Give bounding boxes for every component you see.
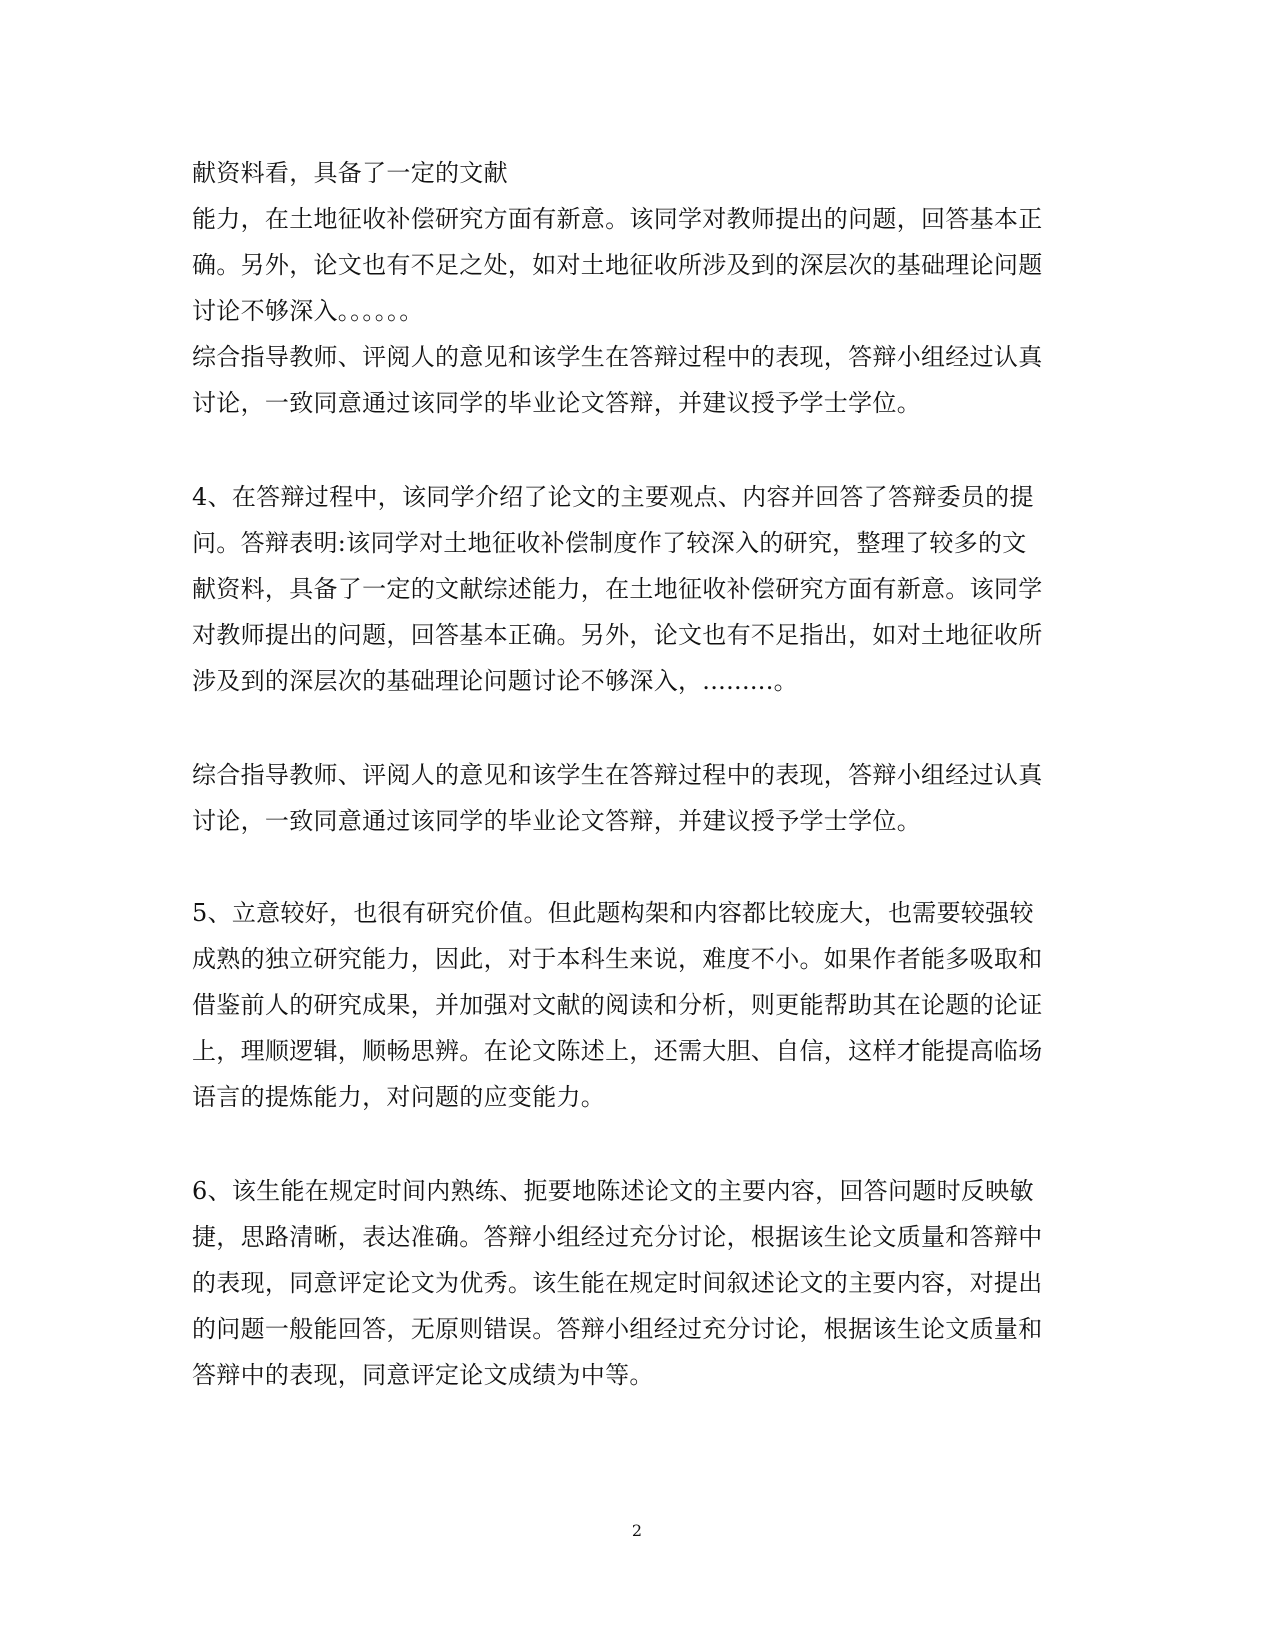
paragraph-4-line-1: 综合指导教师、评阅人的意见和该学生在答辩过程中的表现，答辩小组经过认真 bbox=[192, 761, 1043, 789]
paragraph-3-line-4: 对教师提出的问题，回答基本正确。另外，论文也有不足指出，如对土地征收所 bbox=[192, 621, 1043, 649]
paragraph-6-line-2: 捷，思路清晰，表达准确。答辩小组经过充分讨论，根据该生论文质量和答辩中 bbox=[192, 1223, 1043, 1251]
paragraph-2-line-1: 综合指导教师、评阅人的意见和该学生在答辩过程中的表现，答辩小组经过认真 bbox=[192, 343, 1043, 371]
paragraph-3-line-3: 献资料，具备了一定的文献综述能力，在土地征收补偿研究方面有新意。该同学 bbox=[192, 575, 1043, 603]
paragraph-5-line-4: 上，理顺逻辑，顺畅思辨。在论文陈述上，还需大胆、自信，这样才能提高临场 bbox=[192, 1037, 1043, 1065]
page-number: 2 bbox=[631, 1521, 643, 1540]
paragraph-5-line-5: 语言的提炼能力，对问题的应变能力。 bbox=[192, 1083, 606, 1111]
paragraph-1-line-4: 讨论不够深入。。。。。。 bbox=[192, 297, 424, 325]
paragraph-6-line-1: 6、该生能在规定时间内熟练、扼要地陈述论文的主要内容，回答问题时反映敏 bbox=[192, 1177, 1034, 1205]
paragraph-3-line-2: 问。答辩表明:该同学对土地征收补偿制度作了较深入的研究，整理了较多的文 bbox=[192, 529, 1027, 557]
paragraph-5-line-3: 借鉴前人的研究成果，并加强对文献的阅读和分析，则更能帮助其在论题的论证 bbox=[192, 991, 1043, 1019]
paragraph-1-line-3: 确。另外，论文也有不足之处，如对土地征收所涉及到的深层次的基础理论问题 bbox=[192, 251, 1043, 279]
paragraph-3-line-5: 涉及到的深层次的基础理论问题讨论不够深入，.........。 bbox=[192, 667, 798, 695]
paragraph-6-line-4: 的问题一般能回答，无原则错误。答辩小组经过充分讨论，根据该生论文质量和 bbox=[192, 1315, 1043, 1343]
paragraph-5-line-1: 5、立意较好，也很有研究价值。但此题构架和内容都比较庞大，也需要较强较 bbox=[192, 899, 1034, 927]
paragraph-2-line-2: 讨论，一致同意通过该同学的毕业论文答辩，并建议授予学士学位。 bbox=[192, 389, 921, 417]
paragraph-5-line-2: 成熟的独立研究能力，因此，对于本科生来说，难度不小。如果作者能多吸取和 bbox=[192, 945, 1043, 973]
paragraph-6-line-5: 答辩中的表现，同意评定论文成绩为中等。 bbox=[192, 1361, 654, 1389]
paragraph-3-line-1: 4、在答辩过程中，该同学介绍了论文的主要观点、内容并回答了答辩委员的提 bbox=[192, 483, 1034, 511]
paragraph-1-line-1: 献资料看，具备了一定的文献 bbox=[192, 159, 508, 187]
paragraph-6-line-3: 的表现，同意评定论文为优秀。该生能在规定时间叙述论文的主要内容，对提出 bbox=[192, 1269, 1043, 1297]
paragraph-4-line-2: 讨论，一致同意通过该同学的毕业论文答辩，并建议授予学士学位。 bbox=[192, 807, 921, 835]
paragraph-1-line-2: 能力，在土地征收补偿研究方面有新意。该同学对教师提出的问题，回答基本正 bbox=[192, 205, 1043, 233]
